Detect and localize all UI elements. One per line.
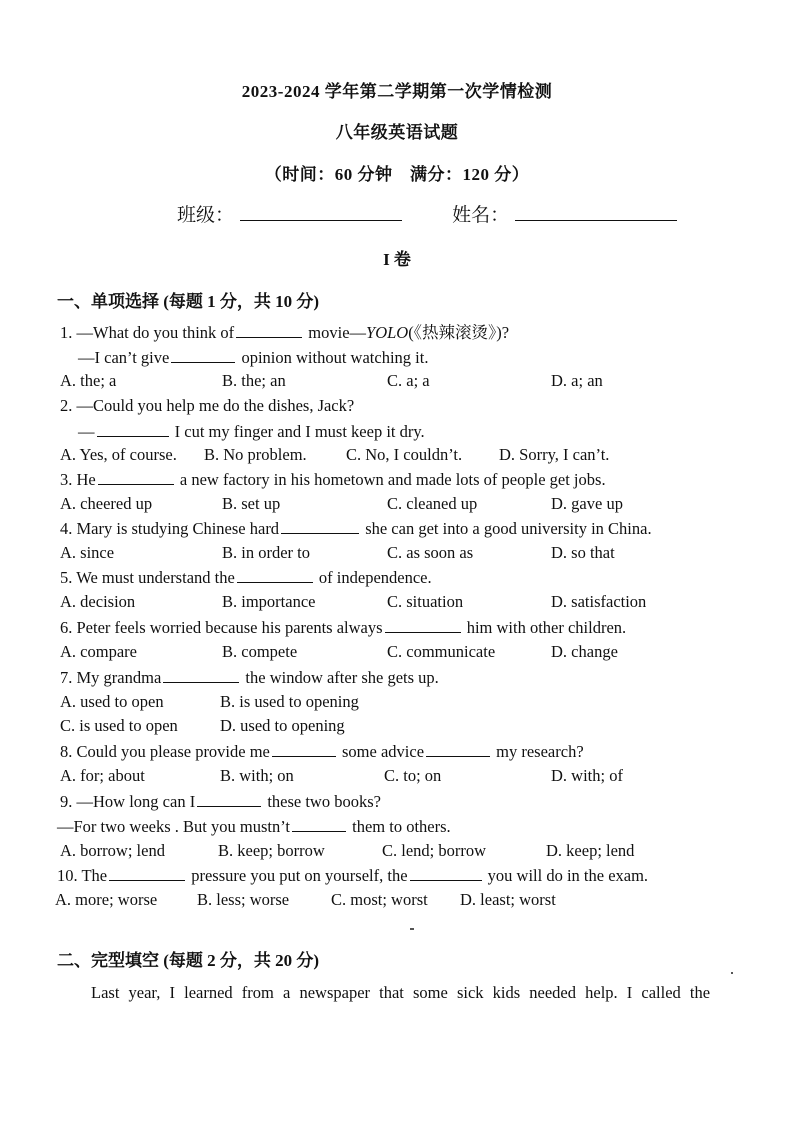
q9-stem: 9. —How long can I these two books? [60,792,381,811]
name-label: 姓名： [452,204,510,226]
q8-option-d[interactable]: D. with; of [551,766,623,785]
q4-option-a[interactable]: A. since [60,543,115,562]
q10-option-c[interactable]: C. most; worst [331,890,428,909]
q4-stem: 4. Mary is studying Chinese hard she can get into a good university in China. [60,519,652,538]
q3-option-a[interactable]: A. cheered up [60,494,153,513]
blank[interactable] [292,816,346,832]
q10-option-b[interactable]: B. less; worse [197,890,290,909]
q3-option-b[interactable]: B. set up [222,494,281,513]
q1-option-d[interactable]: D. a; an [551,371,603,390]
q1-stem: 1. —What do you think of movie—YOLO(《热辣滚烫》)? [60,323,510,342]
blank[interactable] [281,518,359,534]
q5-stem: 5. We must understand the of independence. [60,568,432,587]
exam-info: （时间：60 分钟 满分：120 分） [264,165,530,184]
q2-reply: — I cut my finger and I must keep it dry. [78,422,425,441]
blank[interactable] [272,741,336,757]
q6-option-c[interactable]: C. communicate [387,642,496,661]
q7-option-d[interactable]: D. used to opening [220,716,345,735]
q7-option-b[interactable]: B. is used to opening [220,692,359,711]
class-field[interactable] [240,202,402,221]
q3-option-d[interactable]: D. gave up [551,494,623,513]
q9-option-d[interactable]: D. keep; lend [546,841,635,860]
q1-option-a[interactable]: A. the; a [60,371,117,390]
q7-stem: 7. My grandma the window after she gets up. [60,668,439,687]
q10-option-d[interactable]: D. least; worst [460,890,556,909]
q8-option-a[interactable]: A. for; about [60,766,145,785]
exam-title: 2023-2024 学年第二学期第一次学情检测 [241,82,553,101]
blank[interactable] [97,421,169,437]
q8-option-c[interactable]: C. to; on [384,766,442,785]
q6-option-a[interactable]: A. compare [60,642,137,661]
blank[interactable] [426,741,490,757]
blank[interactable] [109,865,185,881]
q4-option-c[interactable]: C. as soon as [387,543,474,562]
blank[interactable] [410,865,482,881]
q7-option-a[interactable]: A. used to open [60,692,164,711]
q7-option-c[interactable]: C. is used to open [60,716,178,735]
q3-stem: 3. He a new factory in his hometown and made lots of people get jobs. [60,470,606,489]
q5-option-b[interactable]: B. importance [222,592,316,611]
section1-heading: 一、单项选择 (每题 1 分，共 10 分) [57,292,320,311]
q2-option-b[interactable]: B. No problem. [204,445,307,464]
q8-option-b[interactable]: B. with; on [220,766,294,785]
scan-mark [410,928,414,930]
q8-stem: 8. Could you please provide me some advice my research? [60,742,584,761]
q1-option-c[interactable]: C. a; a [387,371,430,390]
volume-label: I 卷 [383,250,411,269]
section2-heading: 二、完型填空 (每题 2 分，共 20 分) [57,951,320,970]
q5-option-a[interactable]: A. decision [60,592,136,611]
q3-option-c[interactable]: C. cleaned up [387,494,478,513]
class-label: 班级： [177,204,235,226]
q6-option-d[interactable]: D. change [551,642,618,661]
exam-subtitle: 八年级英语试题 [335,123,459,142]
q9-option-b[interactable]: B. keep; borrow [218,841,325,860]
q9-option-a[interactable]: A. borrow; lend [60,841,165,860]
q10-stem: 10. The pressure you put on yourself, the you will do in the exam. [57,866,649,885]
q1-option-b[interactable]: B. the; an [222,371,286,390]
q4-option-d[interactable]: D. so that [551,543,615,562]
blank[interactable] [236,322,302,338]
q2-stem: 2. —Could you help me do the dishes, Jack? [60,396,355,415]
q2-option-c[interactable]: C. No, I couldn’t. [346,445,463,464]
blank[interactable] [171,347,235,363]
scan-dot [731,972,733,974]
q10-option-a[interactable]: A. more; worse [55,890,158,909]
blank[interactable] [385,617,461,633]
q6-stem: 6. Peter feels worried because his parents always him with other children. [60,618,627,637]
q1-reply: —I can’t give opinion without watching it. [78,348,429,367]
blank[interactable] [237,567,313,583]
name-field[interactable] [515,202,677,221]
q9-option-c[interactable]: C. lend; borrow [382,841,487,860]
q4-option-b[interactable]: B. in order to [222,543,310,562]
q9-reply: —For two weeks . But you mustn’t them to others. [57,817,451,836]
q5-option-c[interactable]: C. situation [387,592,464,611]
q5-option-d[interactable]: D. satisfaction [551,592,647,611]
q6-option-b[interactable]: B. compete [222,642,298,661]
cloze-passage: Last year, I learned from a newspaper that some sick kids needed help. I called the [91,983,711,1002]
blank[interactable] [163,667,239,683]
q2-option-a[interactable]: A. Yes, of course. [60,445,177,464]
student-info-line [177,200,677,227]
q2-option-d[interactable]: D. Sorry, I can’t. [499,445,610,464]
blank[interactable] [98,469,174,485]
blank[interactable] [197,791,261,807]
